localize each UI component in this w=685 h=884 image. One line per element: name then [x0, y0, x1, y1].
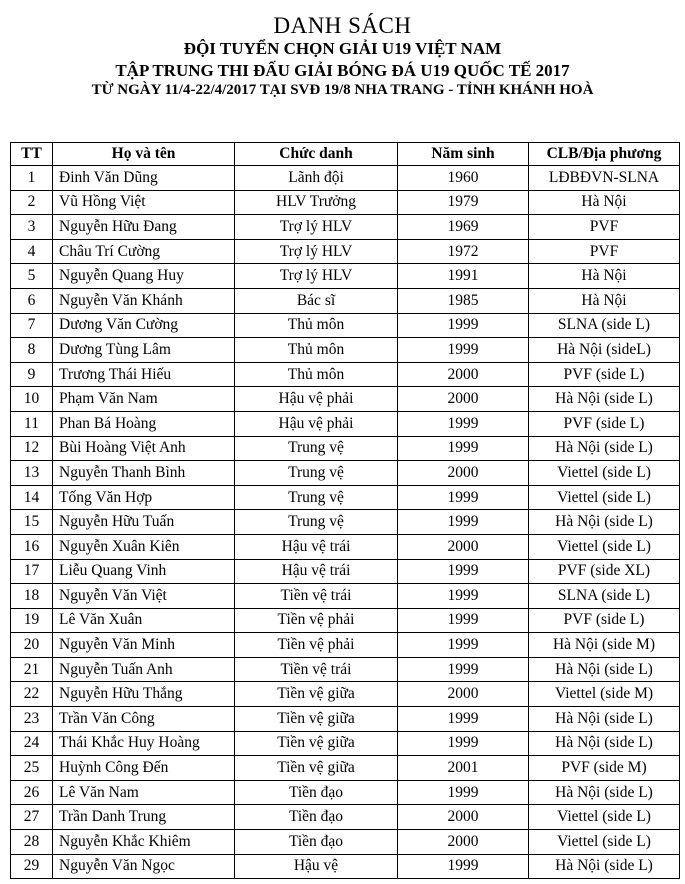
cell-role: Thủ môn [235, 313, 398, 338]
cell-birth-year: 1999 [398, 584, 529, 609]
cell-name: Nguyễn Hữu Đang [53, 215, 235, 240]
cell-club: PVF (side M) [529, 756, 680, 781]
cell-birth-year: 1999 [398, 411, 529, 436]
table-row [11, 338, 680, 363]
cell-name: Nguyễn Hữu Thắng [53, 682, 235, 707]
cell-tt: 22 [11, 682, 53, 707]
table-row [11, 780, 680, 805]
cell-name: Nguyễn Xuân Kiên [53, 534, 235, 559]
cell-tt: 9 [11, 362, 53, 387]
cell-birth-year: 1999 [398, 338, 529, 363]
table-row [11, 584, 680, 609]
cell-name: Nguyễn Hữu Tuấn [53, 510, 235, 535]
table-header-row [11, 143, 680, 166]
cell-tt: 17 [11, 559, 53, 584]
table-row [11, 264, 680, 289]
table-row [11, 608, 680, 633]
table-row [11, 830, 680, 855]
cell-name: Trần Danh Trung [53, 805, 235, 830]
table-row [11, 633, 680, 658]
cell-role: Trung vệ [235, 485, 398, 510]
cell-role: Hậu vệ [235, 854, 398, 879]
cell-name: Châu Trí Cường [53, 239, 235, 264]
cell-tt: 3 [11, 215, 53, 240]
cell-club: Hà Nội (side L) [529, 387, 680, 412]
cell-birth-year: 2000 [398, 362, 529, 387]
cell-birth-year: 1999 [398, 510, 529, 535]
table-row [11, 362, 680, 387]
cell-role: Tiền vệ trái [235, 584, 398, 609]
cell-birth-year: 1999 [398, 633, 529, 658]
table-row [11, 436, 680, 461]
cell-name: Nguyễn Tuấn Anh [53, 657, 235, 682]
cell-tt: 13 [11, 461, 53, 486]
cell-tt: 4 [11, 239, 53, 264]
cell-name: Trần Văn Công [53, 707, 235, 732]
table-row [11, 707, 680, 732]
cell-role: Thủ môn [235, 338, 398, 363]
cell-club: Viettel (side L) [529, 461, 680, 486]
cell-name: Nguyễn Văn Khánh [53, 288, 235, 313]
cell-birth-year: 2000 [398, 682, 529, 707]
cell-tt: 21 [11, 657, 53, 682]
cell-club: Hà Nội (side L) [529, 510, 680, 535]
cell-club: PVF [529, 215, 680, 240]
cell-birth-year: 2000 [398, 461, 529, 486]
document-subtitle-dates: TỪ NGÀY 11/4-22/4/2017 TẠI SVĐ 19/8 NHA TRANG - TỈNH KHÁNH HOÀ [91, 82, 594, 98]
table-row [11, 559, 680, 584]
table-row [11, 756, 680, 781]
cell-role: Tiền đạo [235, 830, 398, 855]
cell-tt: 2 [11, 190, 53, 215]
cell-tt: 16 [11, 534, 53, 559]
cell-name: Nguyễn Văn Minh [53, 633, 235, 658]
cell-club: PVF (side L) [529, 411, 680, 436]
table-row [11, 854, 680, 879]
table-row [11, 805, 680, 830]
cell-club: Viettel (side M) [529, 682, 680, 707]
cell-birth-year: 2000 [398, 805, 529, 830]
cell-club: PVF (side L) [529, 362, 680, 387]
cell-name: Nguyễn Văn Việt [53, 584, 235, 609]
cell-name: Nguyễn Khắc Khiêm [53, 830, 235, 855]
cell-role: Trung vệ [235, 436, 398, 461]
cell-role: Trợ lý HLV [235, 264, 398, 289]
cell-club: Hà Nội (sideL) [529, 338, 680, 363]
cell-tt: 25 [11, 756, 53, 781]
cell-birth-year: 1999 [398, 731, 529, 756]
cell-club: Viettel (side L) [529, 485, 680, 510]
cell-club: Viettel (side L) [529, 534, 680, 559]
document-subtitle-tournament: TẬP TRUNG THI ĐẤU GIẢI BÓNG ĐÁ U19 QUỐC TẾ 2017 [115, 61, 570, 80]
cell-club: Hà Nội (side L) [529, 854, 680, 879]
cell-role: Tiền đạo [235, 805, 398, 830]
cell-club: Viettel (side L) [529, 830, 680, 855]
cell-club: Hà Nội (side L) [529, 657, 680, 682]
cell-name: Lê Văn Nam [53, 780, 235, 805]
cell-tt: 10 [11, 387, 53, 412]
cell-role: Thủ môn [235, 362, 398, 387]
table-row [11, 313, 680, 338]
cell-role: Hậu vệ trái [235, 534, 398, 559]
cell-club: PVF [529, 239, 680, 264]
cell-birth-year: 1969 [398, 215, 529, 240]
cell-tt: 5 [11, 264, 53, 289]
cell-role: Tiền vệ giữa [235, 731, 398, 756]
cell-birth-year: 1960 [398, 166, 529, 191]
cell-tt: 26 [11, 780, 53, 805]
cell-birth-year: 1999 [398, 780, 529, 805]
cell-tt: 28 [11, 830, 53, 855]
cell-role: Hậu vệ trái [235, 559, 398, 584]
cell-name: Dương Tùng Lâm [53, 338, 235, 363]
cell-birth-year: 1999 [398, 559, 529, 584]
cell-tt: 12 [11, 436, 53, 461]
cell-role: Trợ lý HLV [235, 215, 398, 240]
cell-birth-year: 1991 [398, 264, 529, 289]
table-row [11, 461, 680, 486]
cell-name: Nguyễn Văn Ngọc [53, 854, 235, 879]
cell-name: Thái Khắc Huy Hoàng [53, 731, 235, 756]
cell-role: Tiền đạo [235, 780, 398, 805]
cell-name: Bùi Hoàng Việt Anh [53, 436, 235, 461]
cell-birth-year: 2000 [398, 830, 529, 855]
cell-role: Trung vệ [235, 461, 398, 486]
cell-club: Hà Nội [529, 264, 680, 289]
cell-tt: 14 [11, 485, 53, 510]
table-row [11, 534, 680, 559]
cell-birth-year: 1985 [398, 288, 529, 313]
cell-tt: 18 [11, 584, 53, 609]
cell-tt: 1 [11, 166, 53, 191]
cell-role: Tiền vệ giữa [235, 682, 398, 707]
cell-role: HLV Trưởng [235, 190, 398, 215]
cell-tt: 27 [11, 805, 53, 830]
cell-role: Bác sĩ [235, 288, 398, 313]
cell-birth-year: 2001 [398, 756, 529, 781]
cell-tt: 7 [11, 313, 53, 338]
cell-name: Huỳnh Công Đến [53, 756, 235, 781]
cell-name: Phạm Văn Nam [53, 387, 235, 412]
cell-name: Trương Thái Hiếu [53, 362, 235, 387]
cell-birth-year: 1999 [398, 485, 529, 510]
cell-role: Tiền vệ giữa [235, 756, 398, 781]
table-row [11, 166, 680, 191]
column-header-name: Họ và tên [53, 143, 235, 166]
document-subtitle-team: ĐỘI TUYỂN CHỌN GIẢI U19 VIỆT NAM [183, 39, 502, 58]
column-header-birth-year: Năm sinh [398, 143, 529, 166]
cell-club: LĐBĐVN-SLNA [529, 166, 680, 191]
cell-club: Hà Nội (side L) [529, 436, 680, 461]
column-header-club: CLB/Địa phương [529, 143, 680, 166]
cell-tt: 6 [11, 288, 53, 313]
cell-name: Nguyễn Thanh Bình [53, 461, 235, 486]
cell-tt: 19 [11, 608, 53, 633]
document-title: DANH SÁCH [273, 13, 412, 38]
table-row [11, 682, 680, 707]
cell-tt: 23 [11, 707, 53, 732]
roster-table [10, 142, 680, 879]
cell-name: Vũ Hồng Việt [53, 190, 235, 215]
table-row [11, 190, 680, 215]
cell-role: Lãnh đội [235, 166, 398, 191]
cell-club: SLNA (side L) [529, 584, 680, 609]
column-header-tt: TT [11, 143, 53, 166]
cell-tt: 24 [11, 731, 53, 756]
cell-name: Đinh Văn Dũng [53, 166, 235, 191]
cell-club: Hà Nội (side M) [529, 633, 680, 658]
table-row [11, 657, 680, 682]
cell-club: PVF (side L) [529, 608, 680, 633]
cell-club: Viettel (side L) [529, 805, 680, 830]
table-row [11, 485, 680, 510]
cell-birth-year: 1999 [398, 313, 529, 338]
table-row [11, 387, 680, 412]
cell-role: Trợ lý HLV [235, 239, 398, 264]
cell-birth-year: 1999 [398, 608, 529, 633]
table-row [11, 215, 680, 240]
table-row [11, 239, 680, 264]
cell-birth-year: 1999 [398, 854, 529, 879]
cell-tt: 8 [11, 338, 53, 363]
cell-club: PVF (side XL) [529, 559, 680, 584]
cell-club: Hà Nội [529, 288, 680, 313]
cell-birth-year: 1999 [398, 436, 529, 461]
table-row [11, 411, 680, 436]
cell-role: Tiền vệ phải [235, 633, 398, 658]
cell-name: Tống Văn Hợp [53, 485, 235, 510]
cell-birth-year: 2000 [398, 534, 529, 559]
cell-role: Hậu vệ phải [235, 387, 398, 412]
cell-tt: 20 [11, 633, 53, 658]
cell-birth-year: 1979 [398, 190, 529, 215]
cell-name: Lê Văn Xuân [53, 608, 235, 633]
cell-role: Hậu vệ phải [235, 411, 398, 436]
cell-club: Hà Nội (side L) [529, 731, 680, 756]
table-body [11, 166, 680, 879]
cell-role: Tiền vệ giữa [235, 707, 398, 732]
cell-name: Dương Văn Cường [53, 313, 235, 338]
table-row [11, 510, 680, 535]
cell-birth-year: 1999 [398, 657, 529, 682]
cell-tt: 15 [11, 510, 53, 535]
cell-name: Nguyễn Quang Huy [53, 264, 235, 289]
cell-tt: 11 [11, 411, 53, 436]
cell-birth-year: 1999 [398, 707, 529, 732]
table-row [11, 731, 680, 756]
column-header-role: Chức danh [235, 143, 398, 166]
cell-club: Hà Nội [529, 190, 680, 215]
table-row [11, 288, 680, 313]
cell-role: Tiền vệ phải [235, 608, 398, 633]
cell-club: SLNA (side L) [529, 313, 680, 338]
cell-name: Liễu Quang Vinh [53, 559, 235, 584]
cell-role: Tiền vệ trái [235, 657, 398, 682]
cell-role: Trung vệ [235, 510, 398, 535]
cell-club: Hà Nội (side L) [529, 707, 680, 732]
cell-birth-year: 2000 [398, 387, 529, 412]
cell-club: Hà Nội (side L) [529, 780, 680, 805]
cell-name: Phan Bá Hoàng [53, 411, 235, 436]
cell-tt: 29 [11, 854, 53, 879]
cell-birth-year: 1972 [398, 239, 529, 264]
